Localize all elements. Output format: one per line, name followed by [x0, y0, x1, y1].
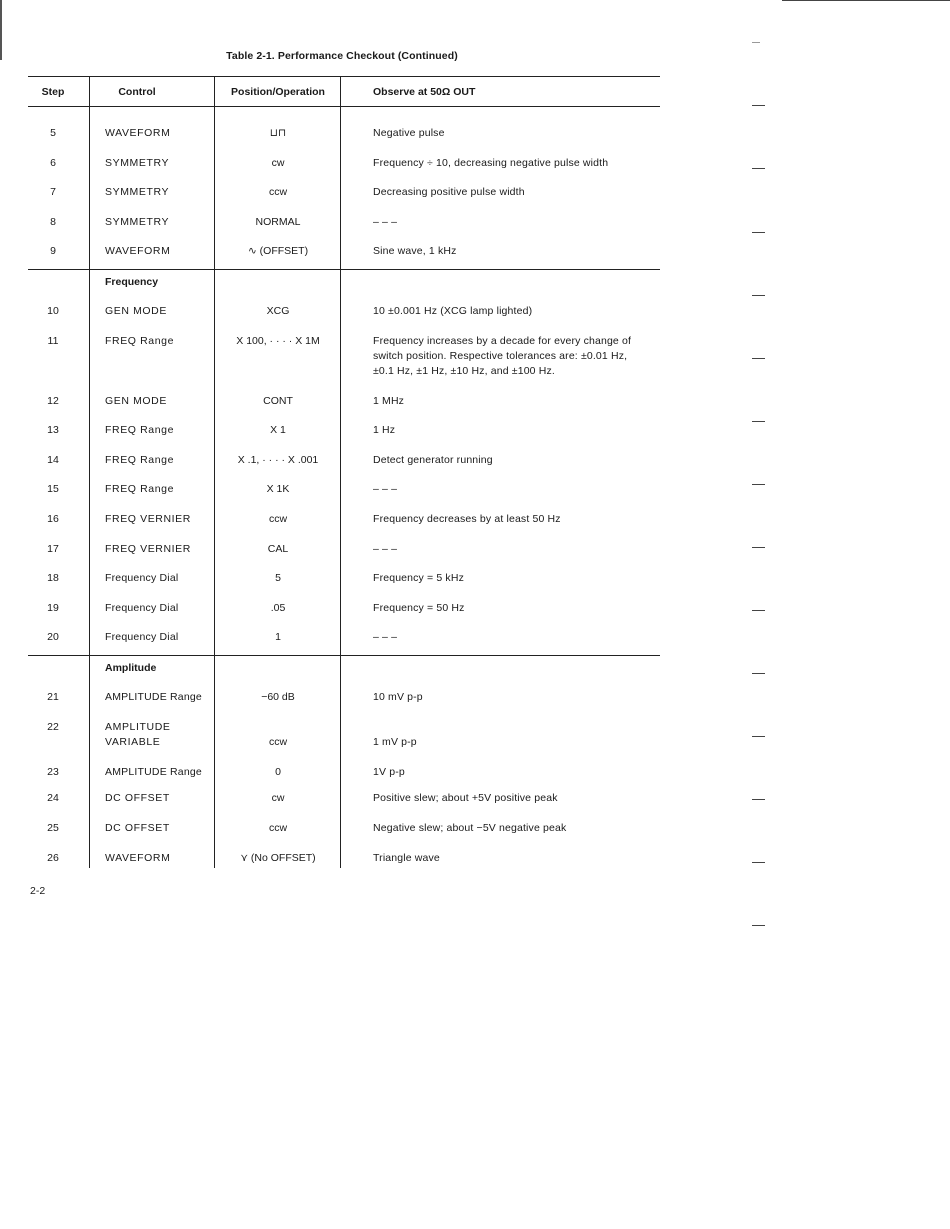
- observation: – – –: [373, 216, 398, 228]
- observation: Decreasing positive pulse width: [373, 186, 525, 198]
- control-name: FREQ Range: [105, 483, 175, 495]
- page-number: 2-2: [30, 885, 46, 897]
- table-top-rule: [28, 76, 660, 77]
- position-value: X 100, · · · · X 1M: [236, 335, 320, 347]
- control-name: DC OFFSET: [105, 822, 170, 834]
- position-value: .05: [270, 602, 286, 614]
- step-number: 14: [47, 454, 59, 466]
- control-name: SYMMETRY: [105, 186, 170, 198]
- step-number: 16: [47, 513, 59, 525]
- control-name: FREQ VERNIER: [105, 513, 191, 525]
- control-name: AMPLITUDE Range: [105, 691, 202, 703]
- triangle-wave-icon: ⋎ (No OFFSET): [240, 852, 316, 864]
- step-number: 8: [50, 216, 56, 228]
- position-value: ccw: [268, 736, 288, 748]
- step-number: 11: [47, 335, 59, 347]
- control-name: SYMMETRY: [105, 157, 170, 169]
- observation: Frequency = 50 Hz: [373, 602, 465, 614]
- observation: 10 mV p-p: [373, 691, 423, 703]
- step-number: 25: [47, 822, 59, 834]
- observation: Triangle wave: [373, 852, 440, 864]
- position-value: −60 dB: [261, 691, 295, 703]
- header-control: Control: [118, 86, 156, 98]
- header-position: Position/Operation: [231, 86, 325, 98]
- step-number: 9: [50, 245, 56, 257]
- position-value: X 1K: [266, 483, 290, 495]
- step-number: 6: [50, 157, 56, 169]
- observation: – – –: [373, 483, 398, 495]
- position-value: CONT: [263, 395, 293, 407]
- section-rule-amplitude: [28, 655, 660, 656]
- step-number: 24: [47, 792, 59, 804]
- observation: 1 Hz: [373, 424, 396, 436]
- step-number: 15: [47, 483, 59, 495]
- step-number: 17: [47, 543, 59, 555]
- header-observe: Observe at 50Ω OUT: [373, 86, 476, 98]
- observation: Sine wave, 1 kHz: [373, 245, 457, 257]
- position-value: CAL: [267, 543, 289, 555]
- step-number: 10: [47, 305, 59, 317]
- observation: 1 mV p-p: [373, 736, 417, 748]
- page-top-edge: [782, 0, 950, 1]
- observation: – – –: [373, 631, 398, 643]
- control-name: GEN MODE: [105, 305, 167, 317]
- step-number: 7: [50, 186, 56, 198]
- observation: Frequency = 5 kHz: [373, 572, 464, 584]
- step-number: 20: [47, 631, 59, 643]
- observation: Negative pulse: [373, 127, 445, 139]
- position-value: 1: [275, 631, 281, 643]
- step-number: 23: [47, 766, 59, 778]
- margin-tick-marks: [752, 0, 772, 1229]
- section-label-amplitude: Amplitude: [105, 662, 157, 674]
- control-name: Frequency Dial: [105, 572, 179, 584]
- header-bottom-rule: [28, 106, 660, 107]
- step-number: 19: [47, 602, 59, 614]
- position-value: XCG: [266, 305, 290, 317]
- position-value: ccw: [268, 822, 288, 834]
- observation: 1V p-p: [373, 766, 405, 778]
- control-name: Frequency Dial: [105, 631, 179, 643]
- observation: 1 MHz: [373, 395, 405, 407]
- observation: Negative slew; about −5V negative peak: [373, 822, 567, 834]
- position-value: NORMAL: [255, 216, 301, 228]
- observation: Detect generator running: [373, 454, 493, 466]
- negative-pulse-icon: ⊔⊓: [269, 127, 287, 139]
- position-value: X 1: [270, 424, 286, 436]
- column-divider: [89, 76, 90, 868]
- position-value: ccw: [268, 513, 288, 525]
- header-step: Step: [41, 86, 65, 98]
- observation: Frequency ÷ 10, decreasing negative pulse width: [373, 157, 609, 169]
- step-number: 13: [47, 424, 59, 436]
- control-name: DC OFFSET: [105, 792, 170, 804]
- step-number: 5: [50, 127, 56, 139]
- step-number: 12: [47, 395, 59, 407]
- control-name: FREQ Range: [105, 454, 175, 466]
- control-name: WAVEFORM: [105, 245, 171, 257]
- observation: Frequency decreases by at least 50 Hz: [373, 513, 561, 525]
- sine-wave-icon: ∿ (OFFSET): [247, 245, 309, 257]
- position-value: 0: [275, 766, 281, 778]
- section-rule-frequency: [28, 269, 660, 270]
- step-number: 21: [47, 691, 59, 703]
- section-label-frequency: Frequency: [105, 276, 159, 288]
- control-name: AMPLITUDE Range: [105, 766, 202, 778]
- control-name: WAVEFORM: [105, 127, 171, 139]
- table-title: Table 2-1. Performance Checkout (Continued): [226, 50, 458, 62]
- step-number: 26: [47, 852, 59, 864]
- control-name: FREQ Range: [105, 335, 175, 347]
- position-value: ccw: [268, 186, 288, 198]
- observation: Frequency increases by a decade for every change of switch position. Respective tolerances are: ±0.01 Hz, ±0.1 Hz, ±1 Hz, ±10 Hz, and ±100 Hz.: [373, 335, 632, 377]
- position-value: 5: [275, 572, 281, 584]
- control-name: FREQ VERNIER: [105, 543, 191, 555]
- control-name: SYMMETRY: [105, 216, 170, 228]
- position-value: cw: [271, 792, 285, 804]
- control-name: WAVEFORM: [105, 852, 171, 864]
- observation: 10 ±0.001 Hz (XCG lamp lighted): [373, 305, 533, 317]
- position-value: X .1, · · · · X .001: [237, 454, 319, 466]
- observation: Positive slew; about +5V positive peak: [373, 792, 558, 804]
- position-value: cw: [271, 157, 285, 169]
- step-number: 22: [47, 721, 59, 733]
- step-number: 18: [47, 572, 59, 584]
- control-name: GEN MODE: [105, 395, 167, 407]
- control-name: FREQ Range: [105, 424, 175, 436]
- control-name: Frequency Dial: [105, 602, 179, 614]
- control-name: AMPLITUDE VARIABLE: [105, 721, 171, 748]
- observation: – – –: [373, 543, 398, 555]
